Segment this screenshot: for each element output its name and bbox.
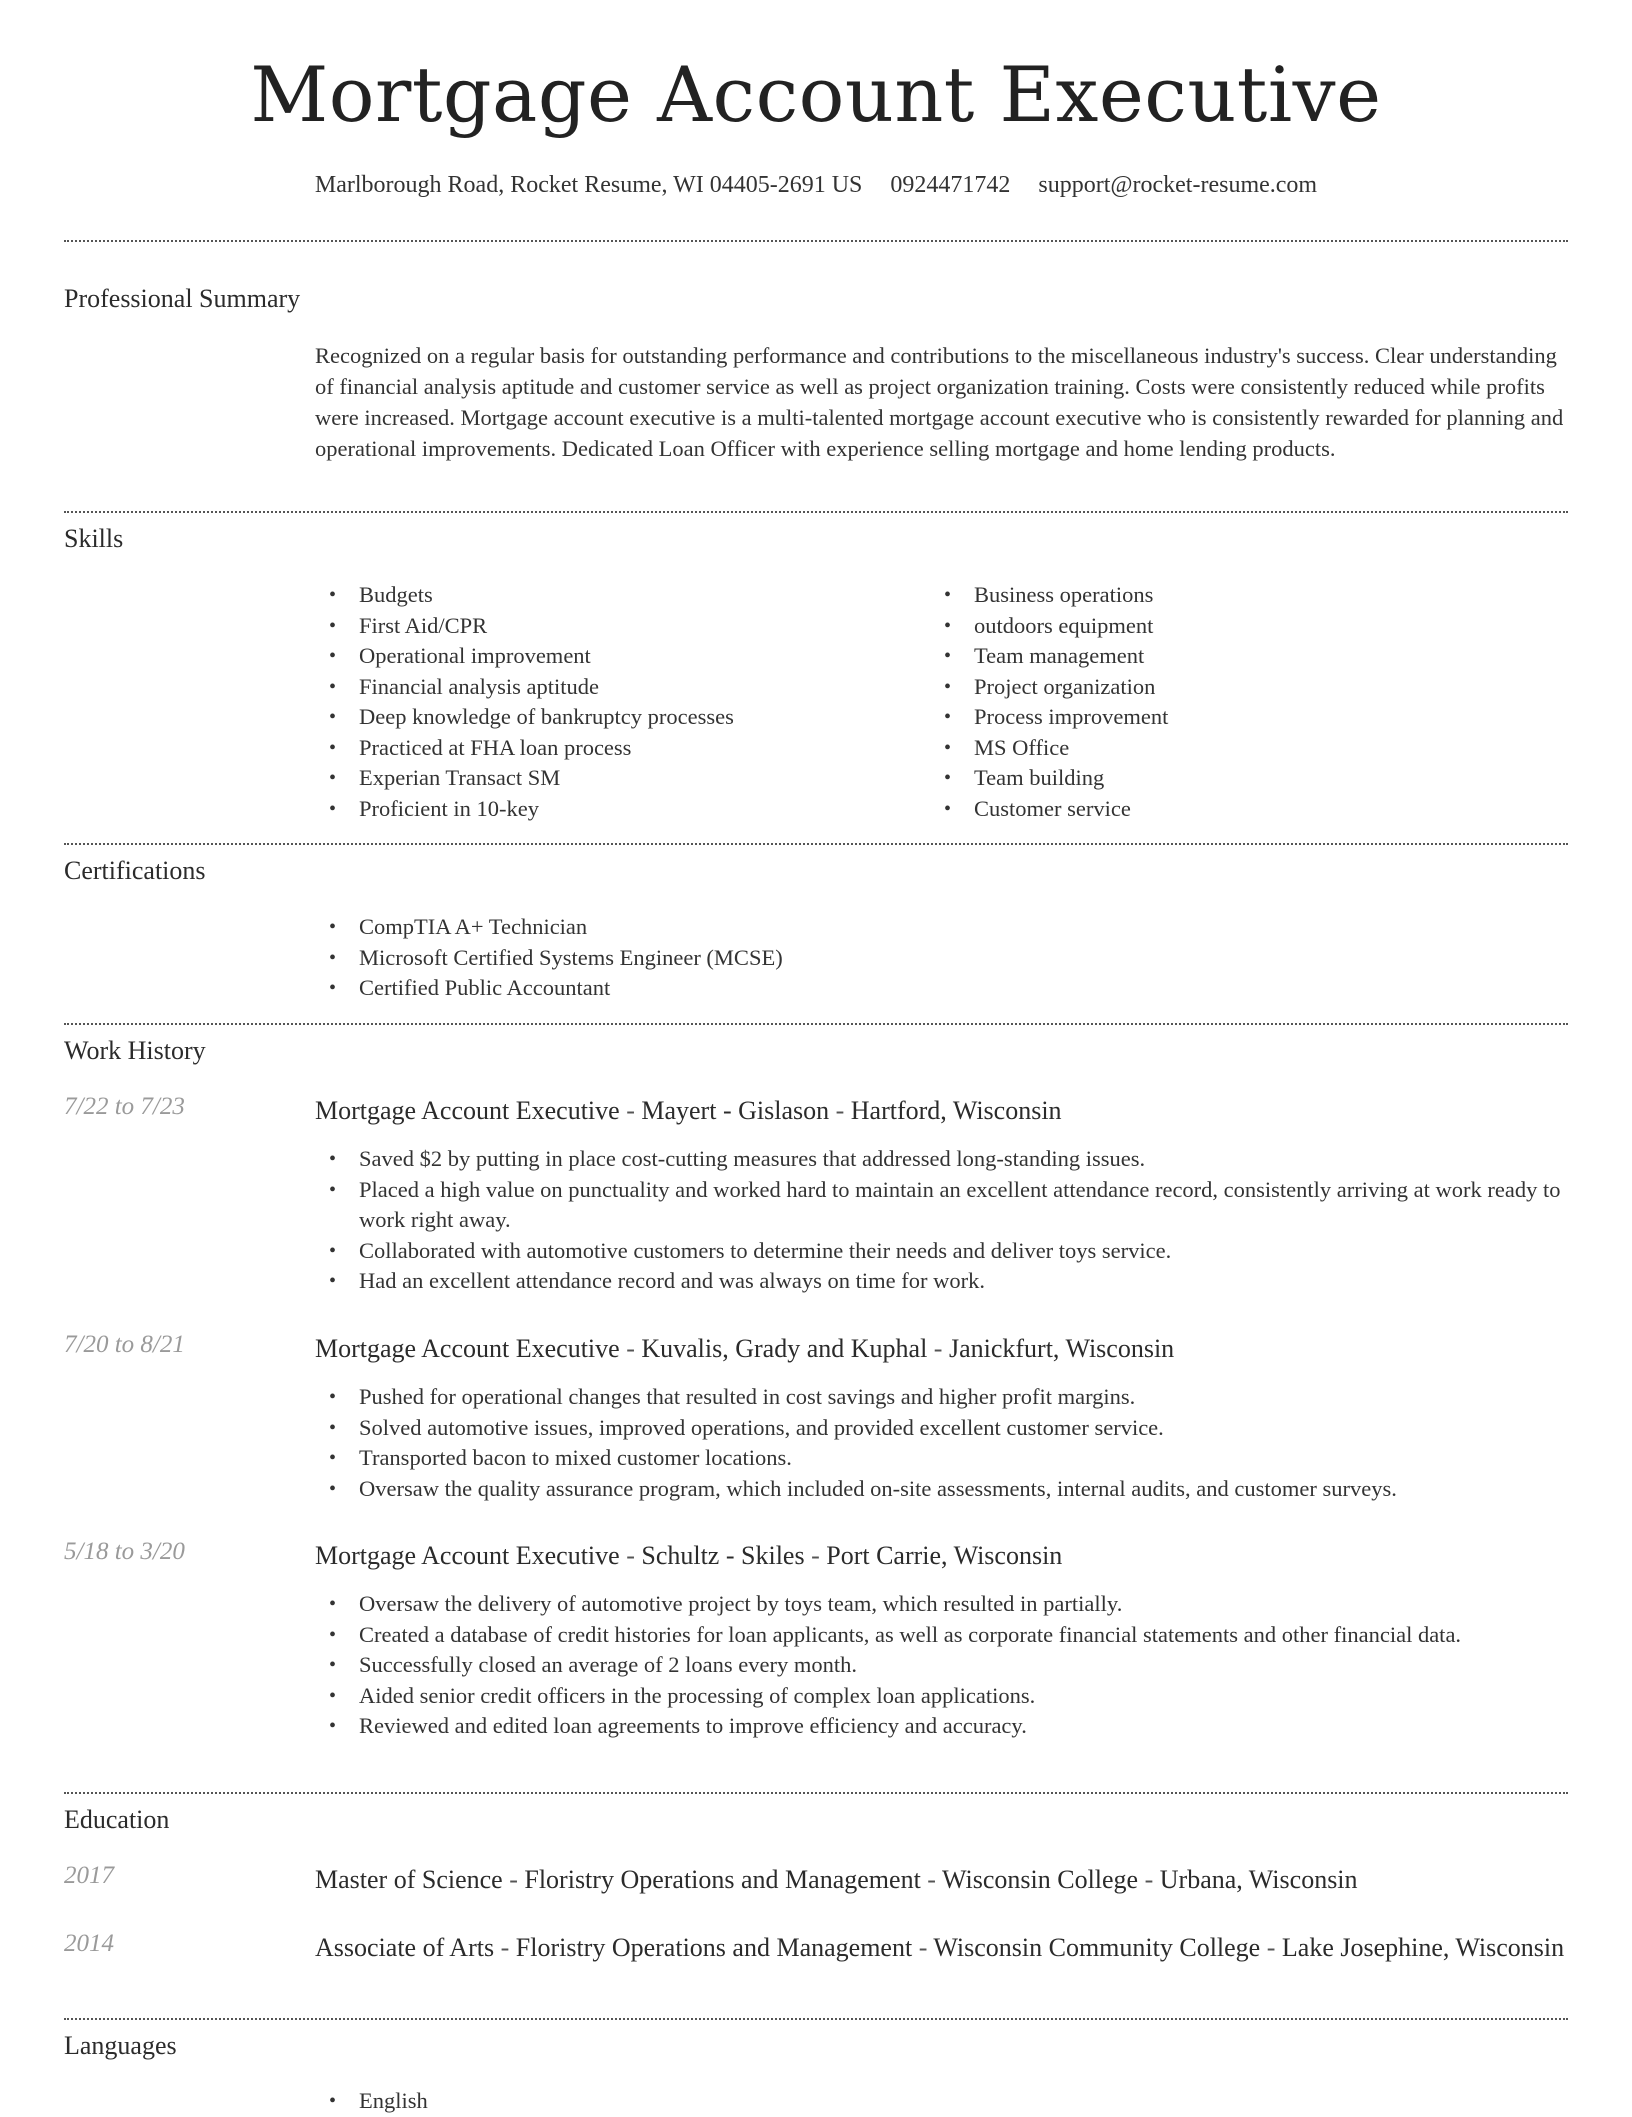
certification-item: • Certified Public Accountant [315, 973, 1565, 1004]
job-bullets [315, 1589, 1570, 1742]
contact-line [0, 172, 1632, 199]
job-bullet: • Collaborated with automotive customers to determine their needs and deliver toys service. [315, 1236, 1570, 1267]
skill-item: • Deep knowledge of bankruptcy processes [315, 702, 915, 733]
job-bullet: • Solved automotive issues, improved operations, and provided excellent customer service. [315, 1413, 1570, 1444]
summary-text: Recognized on a regular basis for outstanding performance and contributions to the miscellaneous industry's success. Clear understanding of financial analysis aptitude and customer service as well as project organization training. Costs were consistently reduced while profits were increased. Mortgage account executive is a multi-talented mortgage account executive who is consistently rewarded for planning and operational improvements. Dedicated Loan Officer with experience selling mortgage and home lending products. [315, 343, 1564, 461]
education-field: Floristry Operations and Management [524, 1865, 921, 1894]
skill-item: • Team building [930, 763, 1530, 794]
skill-item: • Financial analysis aptitude [315, 672, 915, 703]
skill-item: • outdoors equipment [930, 611, 1530, 642]
certification-item: • Microsoft Certified Systems Engineer (MCSE) [315, 943, 1565, 974]
education-entry: Associate of Arts - Floristry Operations and Management - Wisconsin Community College - Lake Josephine, Wisconsin [315, 1933, 1565, 1962]
skill-item: • Business operations [930, 580, 1530, 611]
job-bullet: • Pushed for operational changes that resulted in cost savings and higher profit margins. [315, 1382, 1570, 1413]
job-bullet: • Created a database of credit histories for loan applicants, as well as corporate financial statements and other financial data. [315, 1620, 1570, 1651]
education-location: Lake Josephine, Wisconsin [1281, 1933, 1565, 1962]
certifications-heading: Certifications [64, 856, 206, 885]
job-bullet: • Oversaw the quality assurance program, which included on-site assessments, internal audits, and customer surveys. [315, 1474, 1570, 1505]
education-year: 2017 [64, 1862, 114, 1889]
certifications-list [315, 912, 1565, 1004]
job-header: Mortgage Account Executive - Schultz - Skiles - Port Carrie, Wisconsin [315, 1541, 1063, 1570]
certification-item: • CompTIA A+ Technician [315, 912, 1565, 943]
contact-phone: 0924471742 [890, 172, 1011, 198]
skills-list-left [315, 580, 915, 824]
job-bullets [315, 1382, 1570, 1504]
job-location: Port Carrie, Wisconsin [826, 1541, 1063, 1570]
skill-item: • Experian Transact SM [315, 763, 915, 794]
job-dates: 5/18 to 3/20 [64, 1538, 185, 1565]
job-bullets [315, 1144, 1570, 1297]
job-header: Mortgage Account Executive - Mayert - Gislason - Hartford, Wisconsin [315, 1096, 1062, 1125]
job-bullet: • Aided senior credit officers in the processing of complex loan applications. [315, 1681, 1570, 1712]
education-entry: Master of Science - Floristry Operations and Management - Wisconsin College - Urbana, Wisconsin [315, 1865, 1358, 1894]
job-company: Kuvalis, Grady and Kuphal [641, 1334, 928, 1363]
resume-name: Mortgage Account Executive [250, 50, 1382, 139]
skill-item: • Process improvement [930, 702, 1530, 733]
section-divider [64, 1023, 1568, 1025]
skills-heading: Skills [64, 524, 124, 553]
section-divider [64, 1792, 1568, 1794]
job-role: Mortgage Account Executive [315, 1096, 620, 1125]
languages-heading: Languages [64, 2031, 177, 2060]
skill-item: • Budgets [315, 580, 915, 611]
education-degree: Master of Science [315, 1865, 503, 1894]
job-company: Mayert - Gislason [641, 1096, 830, 1125]
education-field: Floristry Operations and Management [515, 1933, 913, 1962]
contact-email[interactable]: support@rocket-resume.com [1038, 172, 1318, 198]
skills-list-right [930, 580, 1530, 824]
job-bullet: • Successfully closed an average of 2 loans every month. [315, 1650, 1570, 1681]
job-header: Mortgage Account Executive - Kuvalis, Grady and Kuphal - Janickfurt, Wisconsin [315, 1334, 1175, 1363]
job-dates: 7/20 to 8/21 [64, 1331, 185, 1358]
section-divider [64, 240, 1568, 242]
section-divider [64, 843, 1568, 845]
education-heading: Education [64, 1805, 170, 1834]
summary-heading: Professional Summary [64, 284, 301, 313]
language-item: • English [315, 2086, 1565, 2117]
job-company: Schultz - Skiles [641, 1541, 805, 1570]
job-role: Mortgage Account Executive [315, 1541, 620, 1570]
education-degree: Associate of Arts [315, 1933, 495, 1962]
section-divider [64, 2018, 1568, 2020]
education-school: Wisconsin Community College [933, 1933, 1261, 1962]
education-school: Wisconsin College [942, 1865, 1139, 1894]
job-location: Hartford, Wisconsin [850, 1096, 1062, 1125]
education-location: Urbana, Wisconsin [1159, 1865, 1358, 1894]
skill-item: • Team management [930, 641, 1530, 672]
skill-item: • Project organization [930, 672, 1530, 703]
skill-item: • Operational improvement [315, 641, 915, 672]
contact-address: Marlborough Road, Rocket Resume, WI 04405-2691 US [314, 172, 863, 198]
work-history-heading: Work History [64, 1036, 206, 1065]
job-bullet: • Oversaw the delivery of automotive project by toys team, which resulted in partially. [315, 1589, 1570, 1620]
job-bullet: • Transported bacon to mixed customer locations. [315, 1443, 1570, 1474]
job-bullet: • Saved $2 by putting in place cost-cutting measures that addressed long-standing issues. [315, 1144, 1570, 1175]
skill-item: • First Aid/CPR [315, 611, 915, 642]
skill-item: • Practiced at FHA loan process [315, 733, 915, 764]
job-bullet: • Had an excellent attendance record and was always on time for work. [315, 1266, 1570, 1297]
section-divider [64, 511, 1568, 513]
job-role: Mortgage Account Executive [315, 1334, 620, 1363]
job-dates: 7/22 to 7/23 [64, 1093, 185, 1120]
education-year: 2014 [64, 1930, 114, 1957]
job-bullet: • Placed a high value on punctuality and worked hard to maintain an excellent attendance record, consistently arriving at work ready to work right away. [315, 1175, 1570, 1236]
skill-item: • Customer service [930, 794, 1530, 825]
job-bullet: • Reviewed and edited loan agreements to improve efficiency and accuracy. [315, 1711, 1570, 1742]
job-location: Janickfurt, Wisconsin [948, 1334, 1175, 1363]
skill-item: • Proficient in 10-key [315, 794, 915, 825]
skill-item: • MS Office [930, 733, 1530, 764]
